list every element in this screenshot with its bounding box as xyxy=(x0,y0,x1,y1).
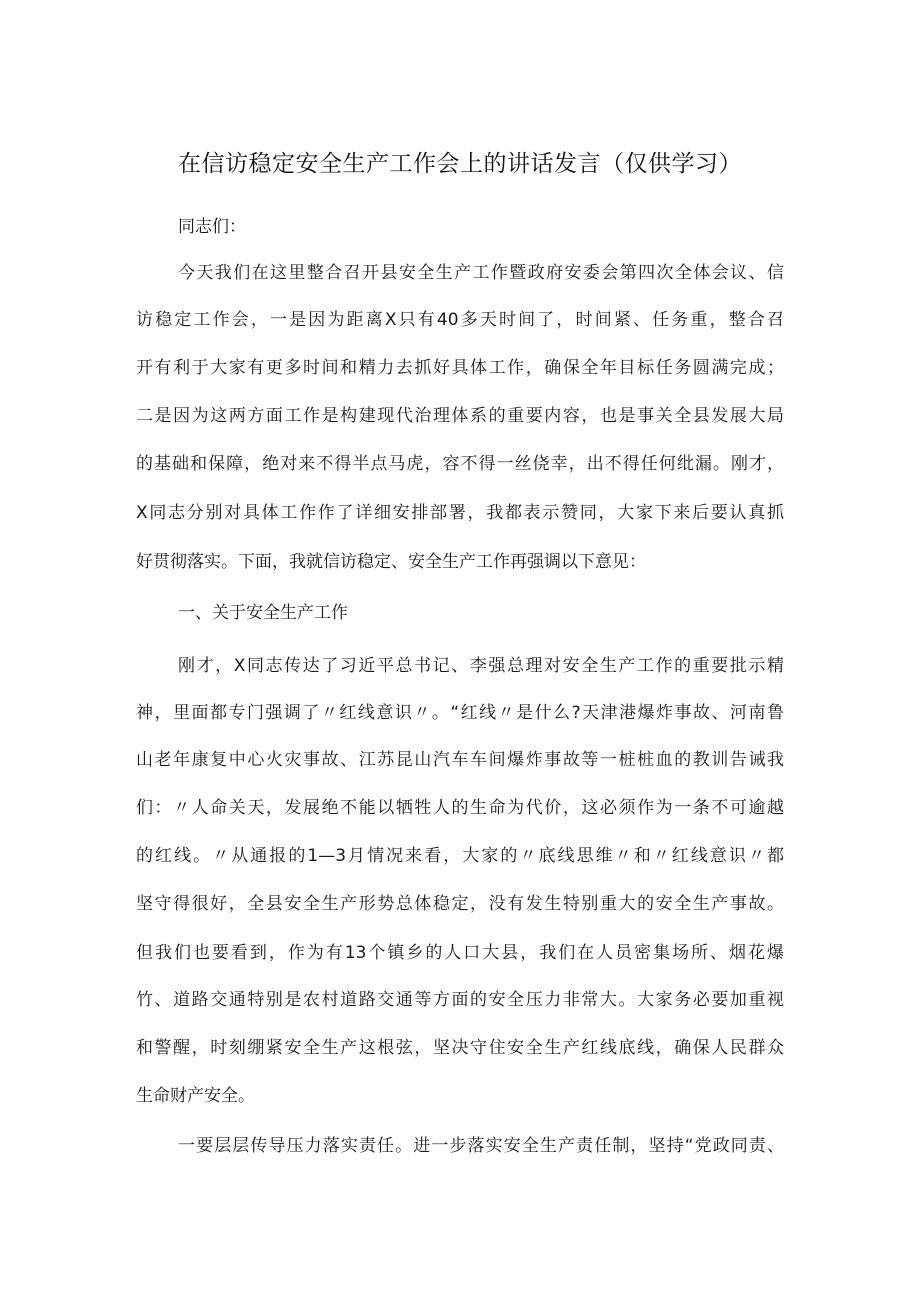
salutation: 同志们： xyxy=(178,217,246,237)
section-heading: 一、关于安全生产工作 xyxy=(178,603,348,623)
paragraph-line: 开有利于大家有更多时间和精力去抓好具体工作，确保全年目标任务圆满完成； xyxy=(136,358,784,378)
paragraph-line: X同志分别对具体工作作了详细安排部署，我都表示赞同，大家下来后要认真抓 xyxy=(136,503,784,523)
paragraph-line: 竹、道路交通特别是农村道路交通等方面的安全压力非常大。大家务必要加重视 xyxy=(136,990,784,1010)
paragraph-line: 一要层层传导压力落实责任。进一步落实安全生产责任制，坚持“党政同责、 xyxy=(178,1136,784,1156)
document-title: 在信访稳定安全生产工作会上的讲话发言（仅供学习） xyxy=(178,151,742,177)
paragraph-line: 刚才，X同志传达了习近平总书记、李强总理对安全生产工作的重要批示精 xyxy=(178,656,784,676)
paragraph-line: 神，里面都专门强调了〃红线意识〃。“红线〃是什么?天津港爆炸事故、河南鲁 xyxy=(136,703,784,723)
paragraph-line: 二是因为这两方面工作是构建现代治理体系的重要内容，也是事关全县发展大局 xyxy=(136,406,784,426)
paragraph-line: 访稳定工作会，一是因为距离X只有40多天时间了，时间紧、任务重，整合召 xyxy=(136,310,784,330)
paragraph-line: 和警醒，时刻绷紧安全生产这根弦，坚决守住安全生产红线底线，确保人民群众 xyxy=(136,1038,784,1058)
paragraph-line: 好贯彻落实。下面，我就信访稳定、安全生产工作再强调以下意见： xyxy=(136,552,646,572)
paragraph-line: 山老年康复中心火灾事故、江苏昆山汽车车间爆炸事故等一桩桩血的教训告诫我 xyxy=(136,750,784,770)
paragraph-line: 但我们也要看到，作为有13个镇乡的人口大县，我们在人员密集场所、烟花爆 xyxy=(136,943,784,963)
paragraph-line: 今天我们在这里整合召开县安全生产工作暨政府安委会第四次全体会议、信 xyxy=(178,263,784,283)
paragraph-line: 们：〃人命关天，发展绝不能以牺牲人的生命为代价，这必须作为一条不可逾越 xyxy=(136,798,784,818)
paragraph-line: 生命财产安全。 xyxy=(136,1086,255,1106)
paragraph-line: 的红线。〃从通报的1—3月情况来看，大家的〃底线思维〃和〃红线意识〃都 xyxy=(136,846,784,866)
paragraph-line: 坚守得很好，全县安全生产形势总体稳定，没有发生特别重大的安全生产事故。 xyxy=(136,894,784,914)
paragraph-line: 的基础和保障，绝对来不得半点马虎，容不得一丝侥幸，出不得任何纰漏。刚才， xyxy=(136,454,784,474)
